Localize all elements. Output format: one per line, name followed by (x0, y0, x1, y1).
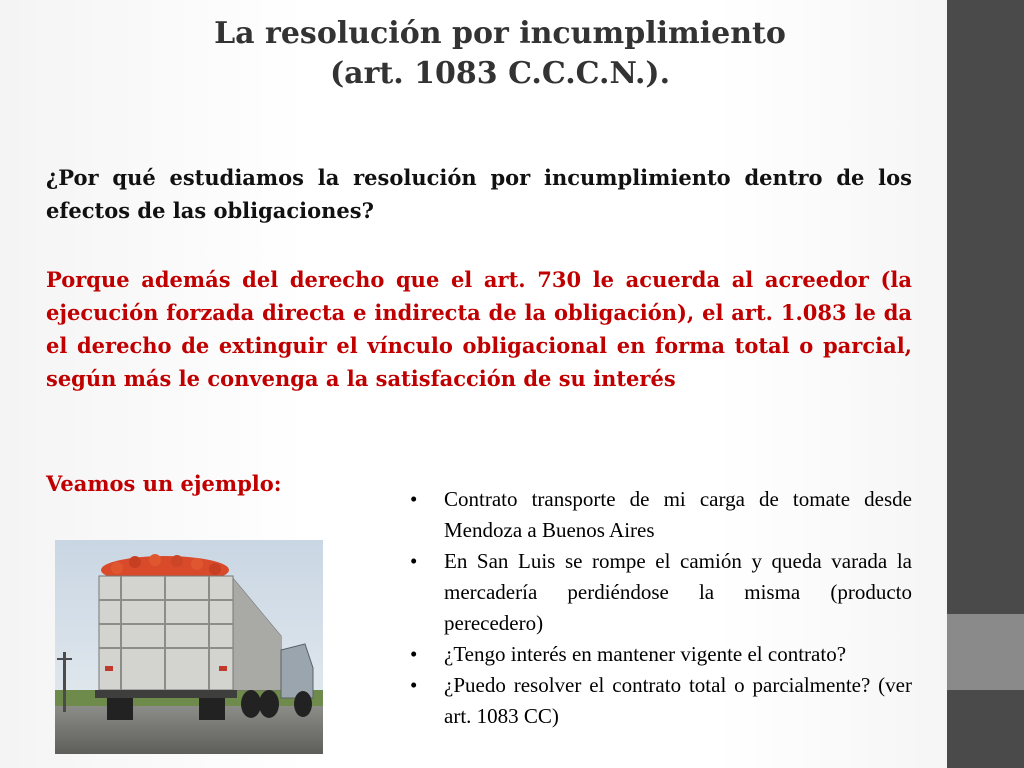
bullet-text: ¿Puedo resolver el contrato total o parcialmente? (ver art. 1083 CC) (444, 673, 912, 728)
bullet-icon: • (410, 642, 418, 666)
slide-title: La resolución por incumplimiento (art. 1083 C.C.C.N.). (214, 16, 786, 91)
bullet-text: ¿Tengo interés en mantener vigente el contrato? (444, 642, 847, 666)
bullet-text: Contrato transporte de mi carga de tomate desde Mendoza a Buenos Aires (444, 487, 912, 542)
question-paragraph: ¿Por qué estudiamos la resolución por incumplimiento dentro de los efectos de las obligaciones? (46, 165, 912, 223)
truck-photo (55, 540, 323, 754)
answer-paragraph: Porque además del derecho que el art. 730 le acuerda al acreedor (la ejecución forzada directa e indirecta de la obligación), el art. 1.083 le da el derecho de extinguir el vínculo obligacional en forma total o parcial, según más le convenga a la satisfacción de su interés (46, 267, 912, 391)
bullet-item (410, 546, 912, 639)
sidebar-accent (947, 614, 1024, 690)
bullet-icon: • (410, 673, 418, 697)
example-bullet-list (410, 484, 912, 732)
bullet-item (410, 670, 912, 732)
bullet-item (410, 639, 912, 670)
bullet-icon: • (410, 549, 418, 573)
bullet-text: En San Luis se rompe el camión y queda varada la mercadería perdiéndose la misma (producto perecedero) (444, 549, 912, 635)
bullet-icon: • (410, 487, 418, 511)
bullet-item (410, 484, 912, 546)
example-label: Veamos un ejemplo: (46, 471, 282, 496)
